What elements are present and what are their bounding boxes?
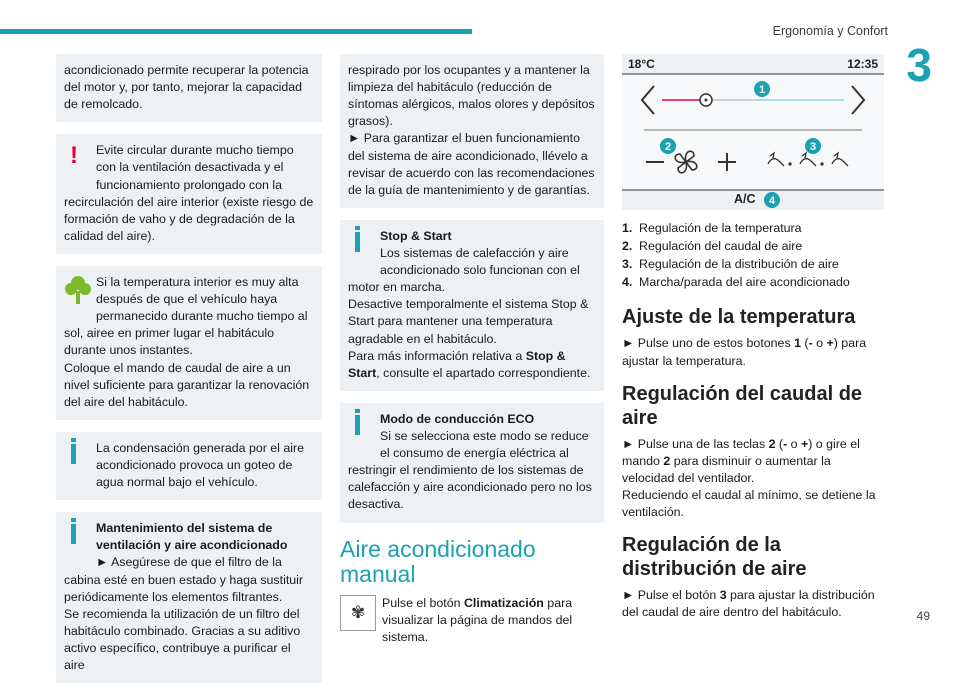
column-3 bbox=[622, 54, 884, 633]
eco-tip-box bbox=[56, 266, 322, 420]
heading-temperature: Ajuste de la temperatura bbox=[622, 306, 856, 329]
badge-4: 4 bbox=[768, 195, 776, 207]
page-number: 49 bbox=[916, 609, 930, 623]
column-2 bbox=[340, 54, 604, 646]
header-accent-bar bbox=[0, 29, 472, 34]
info-text: Los sistemas de calefacción y aire acondicionado solo funcionan con el motor en marcha. Desactive temporalmente el sistema Stop & Start para mantener una temperatura agradable en el habitáculo. Para más información relativa a Stop & Start, consulte el apartado correspondiente. bbox=[348, 245, 591, 380]
text-air-flow: ► Pulse una de las teclas 2 (- o +) o gire el mando 2 para disminuir o aumentar la velocidad del ventilador. Reduciendo el caudal al mínimo, se detiene la ventilación. bbox=[622, 436, 876, 520]
ac-label: A/C bbox=[734, 192, 756, 206]
climate-instruction: ✾ Pulse el botón Climatización para visualizar la página de mandos del sistema. bbox=[340, 595, 604, 646]
note-text: acondicionado permite recuperar la potencia del motor y, por tanto, mejorar la capacidad de remolcado. bbox=[64, 63, 309, 112]
info-icon bbox=[64, 520, 94, 556]
column-1 bbox=[56, 54, 322, 695]
badge-1: 1 bbox=[758, 84, 766, 96]
legend-item: 1. Regulación de la temperatura bbox=[622, 221, 802, 235]
info-text: Si se selecciona este modo se reduce el consumo de energía eléctrica al restringir el rendimiento de los sistemas de calefacción y aire acondicionado pero no los desactiva. bbox=[348, 428, 592, 512]
text-air-distribution: ► Pulse el botón 3 para ajustar la distribución del caudal de aire dentro del habitáculo. bbox=[622, 588, 875, 620]
screen-clock: 12:35 bbox=[847, 57, 878, 71]
info-icon bbox=[348, 411, 378, 447]
warning-icon: ! bbox=[70, 142, 78, 170]
info-title: Modo de conducción ECO bbox=[380, 411, 535, 426]
callout-legend bbox=[622, 220, 884, 291]
badge-3: 3 bbox=[809, 141, 817, 153]
section-title: Ergonomía y Confort bbox=[772, 24, 888, 38]
info-box-stop-start bbox=[340, 220, 604, 391]
legend-item: 3. Regulación de la distribución de aire bbox=[622, 257, 839, 272]
screen-temperature: 18°C bbox=[628, 57, 655, 71]
legend-item: 4. Marcha/parada del aire acondicionado bbox=[622, 275, 850, 290]
heading-air-distribution: Regulación de la distribución de aire bbox=[622, 534, 807, 581]
tree-icon bbox=[64, 274, 94, 310]
text-temperature: ► Pulse uno de estos botones 1 (- o +) para ajustar la temperatura. bbox=[622, 336, 867, 368]
info-text: ► Asegúrese de que el filtro de la cabina esté en buen estado y haga sustituir periódicamente los elementos filtrantes. Se recomienda la utilización de un filtro del habitáculo combinado. Gracias a su aditivo activo específico, contribuye a purificar el aire bbox=[64, 555, 304, 673]
warning-text: Evite circular durante mucho tiempo con la ventilación desactivada y el funcionamiento prolongado con la recirculación del aire interior (existe riesgo de formación de vaho y de degradación de la calidad del aire). bbox=[64, 143, 314, 243]
info-box-condensation bbox=[56, 432, 322, 500]
fan-icon bbox=[675, 151, 697, 173]
info-text: La condensación generada por el aire acondicionado provoca un goteo de agua normal bajo el vehículo. bbox=[96, 440, 305, 490]
chapter-number: 3 bbox=[906, 39, 932, 91]
eco-tip-text: Si la temperatura interior es muy alta después de que el vehículo haya permanecido durante mucho tiempo al sol, airee en primer lugar el habitáculo durante unos instantes. Coloque el mando de caudal de aire a un nivel suficiente para garantizar la renovación del aire del habitáculo. bbox=[64, 274, 310, 409]
climate-screen-graphic bbox=[622, 54, 884, 210]
info-title: Mantenimiento del sistema de ventilación y aire acondicionado bbox=[96, 521, 288, 553]
info-box-maintenance bbox=[56, 512, 322, 683]
badge-2: 2 bbox=[664, 141, 672, 153]
info-icon bbox=[64, 440, 94, 476]
note-text: respirado por los ocupantes y a mantener la limpieza del habitáculo (reducción de síntomas alérgicos, malos olores y depósitos grasos). ► Para garantizar el buen funcionamiento del sistema de aire acondicionado, llévelo a revisar de acuerdo con las recomendaciones de la guía de mantenimiento y de garantías. bbox=[348, 63, 595, 197]
info-icon bbox=[348, 228, 378, 264]
climate-screen-illustration bbox=[622, 54, 884, 210]
legend-item: 2. Regulación del caudal de aire bbox=[622, 239, 803, 254]
info-title: Stop & Start bbox=[380, 228, 452, 243]
climate-button-icon: ✾ bbox=[340, 595, 376, 631]
note-box-maintenance-cont bbox=[340, 54, 604, 208]
warning-box bbox=[56, 134, 322, 254]
note-box-continuation bbox=[56, 54, 322, 122]
section-heading-manual-ac: Aire acondicionado manual bbox=[340, 535, 536, 587]
info-box-eco-mode bbox=[340, 403, 604, 523]
heading-air-flow: Regulación del caudal de aire bbox=[622, 382, 863, 429]
